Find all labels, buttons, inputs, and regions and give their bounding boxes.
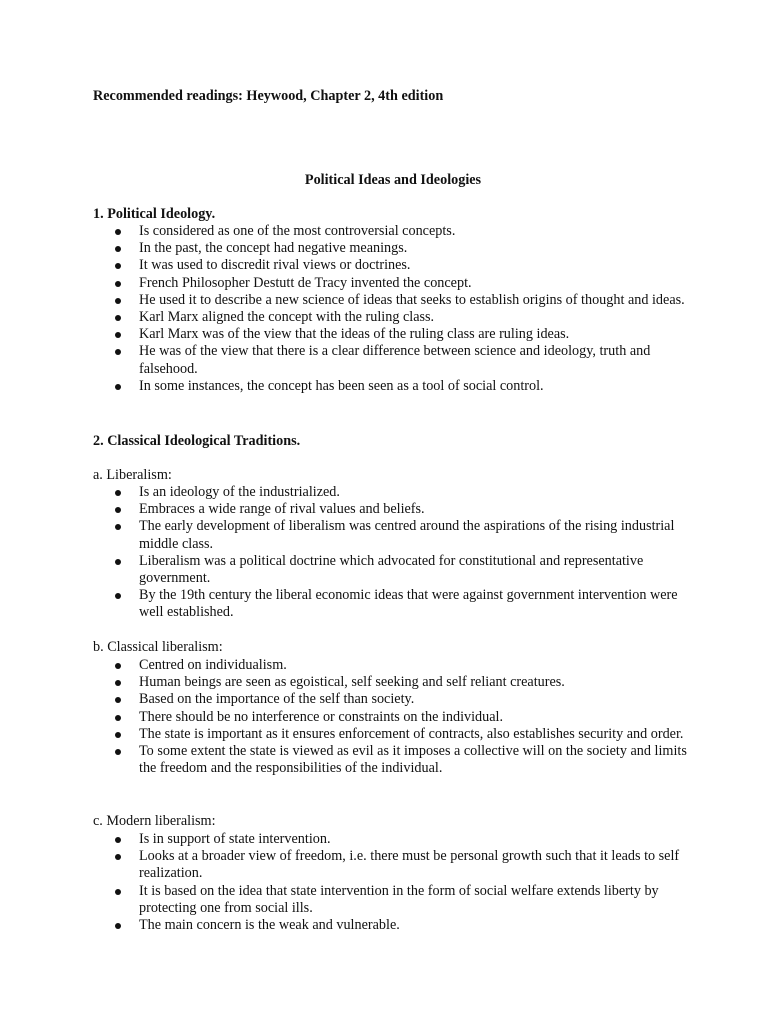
bullet-icon (115, 332, 121, 338)
list-item: To some extent the state is viewed as evil as it imposes a collective will on the society and limits the freedom and the responsibilities of the individual. (93, 743, 693, 777)
list-item: Karl Marx aligned the concept with the ruling class. (93, 309, 693, 326)
bullet-icon (115, 715, 121, 721)
bullet-icon (115, 298, 121, 304)
bullet-icon (115, 749, 121, 755)
list-item: In some instances, the concept has been seen as a tool of social control. (93, 378, 693, 395)
bullet-icon (115, 349, 121, 355)
section-1-heading: 1. Political Ideology. (93, 206, 216, 222)
list-item: It is based on the idea that state intervention in the form of social welfare extends liberty by protecting one from social ills. (93, 883, 693, 917)
list-item: Is considered as one of the most controversial concepts. (93, 223, 693, 240)
bullet-icon (115, 507, 121, 513)
list-item: In the past, the concept had negative meanings. (93, 240, 693, 257)
bullet-icon (115, 593, 121, 599)
list-item: By the 19th century the liberal economic ideas that were against government intervention were well established. (93, 587, 693, 621)
bullet-icon (115, 281, 121, 287)
classical-liberalism-list (93, 657, 693, 777)
list-item: Human beings are seen as egoistical, self seeking and self reliant creatures. (93, 674, 693, 691)
list-item: Centred on individualism. (93, 657, 693, 674)
bullet-icon (115, 697, 121, 703)
bullet-icon (115, 315, 121, 321)
bullet-icon (115, 854, 121, 860)
bullet-icon (115, 263, 121, 269)
bullet-icon (115, 246, 121, 252)
section-1-list (93, 223, 693, 395)
list-item: There should be no interference or constraints on the individual. (93, 709, 693, 726)
bullet-icon (115, 384, 121, 390)
list-item: Is in support of state intervention. (93, 831, 693, 848)
bullet-icon (115, 559, 121, 565)
list-item: He used it to describe a new science of ideas that seeks to establish origins of thought and ideas. (93, 292, 693, 309)
list-item: French Philosopher Destutt de Tracy invented the concept. (93, 275, 693, 292)
list-item: He was of the view that there is a clear difference between science and ideology, truth and falsehood. (93, 343, 693, 377)
list-item: The main concern is the weak and vulnerable. (93, 917, 693, 934)
bullet-icon (115, 680, 121, 686)
list-item: It was used to discredit rival views or doctrines. (93, 257, 693, 274)
recommended-readings: Recommended readings: Heywood, Chapter 2, 4th edition (93, 88, 444, 104)
section-2-heading: 2. Classical Ideological Traditions. (93, 433, 301, 449)
bullet-icon (115, 663, 121, 669)
list-item: Looks at a broader view of freedom, i.e. there must be personal growth such that it leads to self realization. (93, 848, 693, 882)
list-item: Liberalism was a political doctrine which advocated for constitutional and representative government. (93, 553, 693, 587)
list-item: The early development of liberalism was centred around the aspirations of the rising industrial middle class. (93, 518, 693, 552)
list-item: Is an ideology of the industrialized. (93, 484, 693, 501)
classical-liberalism-heading: b. Classical liberalism: (93, 639, 223, 655)
document-title: Political Ideas and Ideologies (304, 172, 482, 188)
liberalism-heading: a. Liberalism: (93, 467, 172, 483)
list-item: The state is important as it ensures enforcement of contracts, also establishes security and order. (93, 726, 693, 743)
bullet-icon (115, 837, 121, 843)
modern-liberalism-list (93, 831, 693, 934)
list-item: Embraces a wide range of rival values and beliefs. (93, 501, 693, 518)
bullet-icon (115, 524, 121, 530)
list-item: Based on the importance of the self than society. (93, 691, 693, 708)
modern-liberalism-heading: c. Modern liberalism: (93, 813, 216, 829)
bullet-icon (115, 923, 121, 929)
bullet-icon (115, 229, 121, 235)
bullet-icon (115, 732, 121, 738)
list-item: Karl Marx was of the view that the ideas of the ruling class are ruling ideas. (93, 326, 693, 343)
liberalism-list (93, 484, 693, 622)
bullet-icon (115, 490, 121, 496)
bullet-icon (115, 889, 121, 895)
